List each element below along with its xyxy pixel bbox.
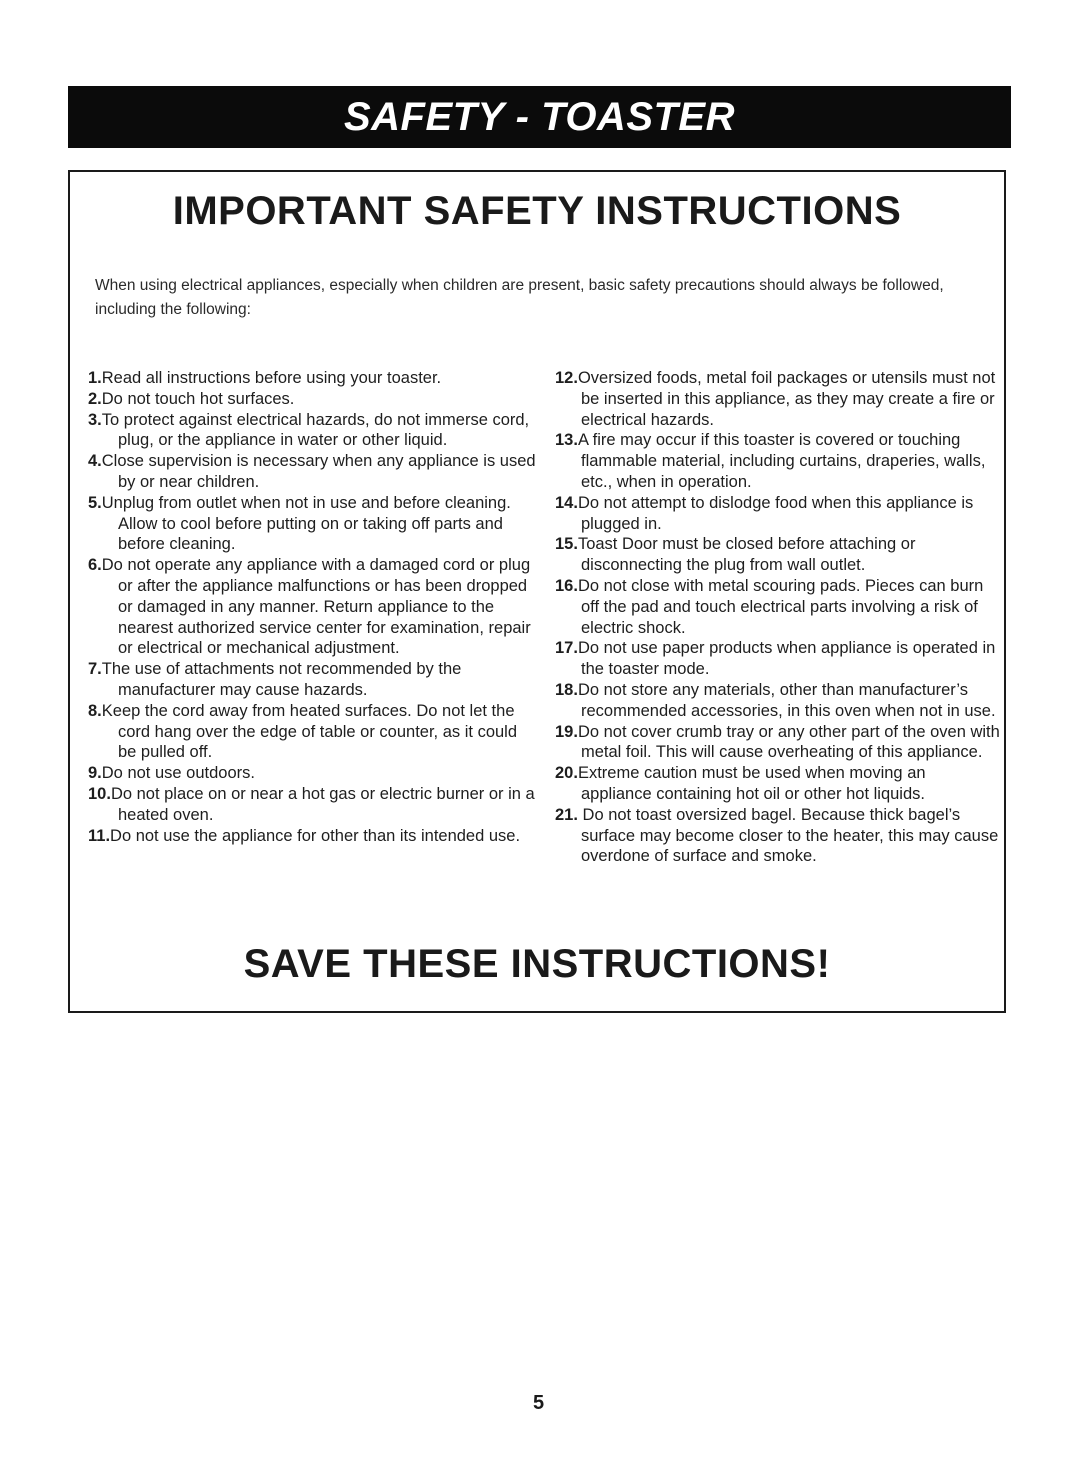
instruction-text: Do not use the appliance for other than its intended use. — [110, 826, 521, 845]
save-instructions-heading: SAVE THESE INSTRUCTIONS! — [243, 942, 831, 986]
safety-instructions-box — [68, 170, 1006, 1013]
instruction-item — [555, 534, 1000, 576]
instruction-number: 18. — [555, 680, 578, 699]
instruction-text: Do not toast oversized bagel. Because thick bagel’s surface may become closer to the heater, this may cause overdone of surface and smoke. — [581, 805, 999, 866]
page-number: 5 — [532, 1392, 545, 1414]
instruction-number: 15. — [555, 535, 578, 554]
instruction-item — [88, 784, 538, 826]
section-banner — [68, 86, 1011, 148]
instruction-number: 10. — [88, 784, 111, 803]
instruction-number: 13. — [555, 431, 578, 450]
instruction-text: To protect against electrical hazards, do not immerse cord, plug, or the appliance in water or other liquid. — [101, 410, 530, 450]
instruction-item — [555, 368, 1000, 430]
instruction-text: Do not store any materials, other than manufacturer’s recommended accessories, in this oven when not in use. — [577, 680, 996, 720]
instruction-text: Do not operate any appliance with a damaged cord or plug or after the appliance malfunctions or has been dropped or damaged in any manner. Return appliance to the nearest authorized service center for examination, repair or electrical or mechanical adjustment. — [101, 556, 531, 658]
instruction-item — [555, 722, 1000, 764]
instruction-text: Do not cover crumb tray or any other part of the oven with metal foil. This will cause overheating of this appliance. — [577, 722, 1000, 762]
instruction-item — [555, 763, 1000, 805]
instruction-number: 20. — [555, 764, 578, 783]
instructions-heading: IMPORTANT SAFETY INSTRUCTIONS — [172, 189, 902, 233]
instruction-text: A fire may occur if this toaster is covered or touching flammable material, including curtains, draperies, walls, etc., when in operation. — [577, 431, 986, 491]
instruction-text: Keep the cord away from heated surfaces. Do not let the cord hang over the edge of table or counter, as it could be pulled off. — [101, 701, 518, 762]
instruction-item — [88, 389, 538, 410]
instruction-text: Unplug from outlet when not in use and before cleaning. Allow to cool before putting on or taking off parts and before cleaning. — [101, 493, 511, 554]
instruction-text: Do not attempt to dislodge food when this appliance is plugged in. — [577, 493, 974, 533]
instruction-item — [88, 826, 538, 847]
instruction-text: The use of attachments not recommended by the manufacturer may cause hazards. — [101, 660, 462, 699]
instructions-list-right — [555, 368, 1000, 867]
instruction-text: Read all instructions before using your toaster. — [101, 369, 442, 387]
instruction-number: 5. — [88, 493, 102, 512]
banner-title: SAFETY - TOASTER — [343, 94, 735, 139]
instruction-text: Do not close with metal scouring pads. Pieces can burn off the pad and touch electrical parts involving a risk of electric shock. — [577, 576, 984, 637]
instruction-item — [555, 805, 1000, 867]
instruction-number: 4. — [88, 452, 102, 471]
instruction-number: 12. — [555, 369, 578, 387]
instruction-item — [555, 680, 1000, 722]
instruction-number: 14. — [555, 493, 578, 512]
instruction-item — [555, 430, 1000, 492]
instruction-text: Extreme caution must be used when moving an appliance containing hot oil or other hot liquids. — [577, 764, 926, 803]
instruction-number: 3. — [88, 410, 102, 429]
instruction-number: 8. — [88, 701, 102, 720]
instruction-item — [88, 701, 538, 763]
instruction-item — [88, 659, 538, 701]
instruction-text: Oversized foods, metal foil packages or utensils must not be inserted in this appliance, as they may create a fire or electrical hazards. — [577, 369, 996, 429]
instruction-number: 17. — [555, 639, 578, 658]
instruction-number: 9. — [88, 764, 102, 783]
instruction-number: 19. — [555, 722, 578, 741]
instruction-item — [555, 638, 1000, 680]
instruction-item — [555, 493, 1000, 535]
instruction-text: Do not place on or near a hot gas or electric burner or in a heated oven. — [110, 784, 535, 824]
instruction-item — [555, 576, 1000, 638]
instruction-text: Toast Door must be closed before attaching or disconnecting the plug from wall outlet. — [577, 535, 916, 575]
instruction-item — [88, 410, 538, 452]
instruction-number: 6. — [88, 556, 102, 575]
instruction-text: Close supervision is necessary when any appliance is used by or near children. — [101, 452, 536, 491]
instruction-item — [88, 493, 538, 555]
instruction-number: 1. — [88, 369, 102, 387]
instruction-item — [88, 555, 538, 659]
instruction-text: Do not use paper products when appliance is operated in the toaster mode. — [577, 639, 996, 679]
instruction-item — [88, 368, 538, 389]
instruction-text: Do not use outdoors. — [101, 764, 255, 783]
instruction-text: Do not touch hot surfaces. — [101, 389, 295, 408]
instruction-item — [88, 763, 538, 784]
instruction-number: 7. — [88, 660, 102, 679]
instruction-number: 11. — [88, 826, 111, 845]
instruction-number: 2. — [88, 389, 102, 408]
intro-paragraph: When using electrical appliances, especially when children are present, basic safety precautions should always be followed, including the following: — [95, 277, 944, 318]
instructions-list-left — [88, 368, 538, 846]
instruction-number: 16. — [555, 576, 578, 595]
instruction-number: 21. — [555, 805, 583, 824]
instruction-item — [88, 451, 538, 493]
